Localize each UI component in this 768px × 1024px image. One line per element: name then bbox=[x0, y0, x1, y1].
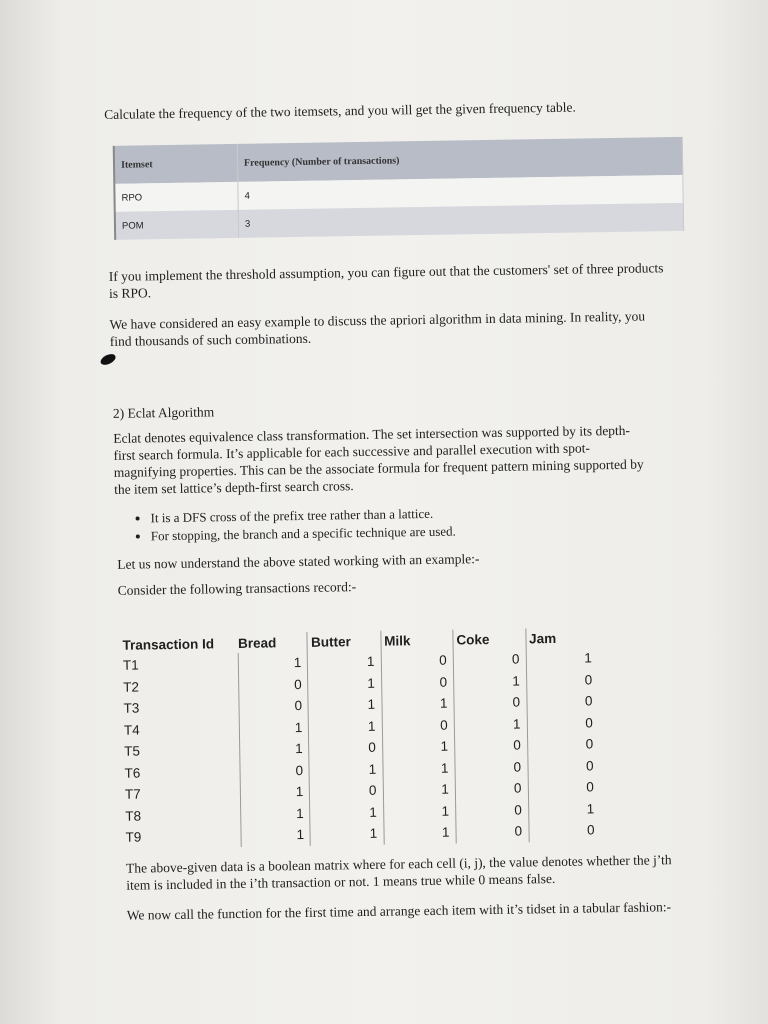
value-cell: 1 bbox=[453, 670, 526, 693]
value-cell: 1 bbox=[383, 800, 456, 823]
transactions-table bbox=[122, 627, 600, 848]
tidset-paragraph: We now call the function for the first time and arrange each item with it’s tidset in a tabular fashion:- bbox=[126, 899, 672, 923]
example-paragraph: Let us now understand the above stated working with an example:- bbox=[117, 551, 480, 572]
value-cell: 1 bbox=[241, 802, 311, 825]
value-cell: 1 bbox=[383, 779, 456, 802]
page-content bbox=[104, 91, 672, 923]
value-cell: 1 bbox=[308, 694, 381, 717]
header-jam: Jam bbox=[525, 627, 597, 648]
value-cell: 1 bbox=[381, 693, 454, 716]
matrix-paragraph: The above-given data is a boolean matrix where for each cell (i, j), the value denotes whether the j’th item is included in the i’th transaction or not. 1 means true while 0 means false. bbox=[125, 852, 672, 893]
value-cell: 1 bbox=[239, 716, 309, 739]
frequency-table bbox=[113, 137, 684, 240]
itemset-cell: RPO bbox=[114, 182, 238, 212]
value-cell: 0 bbox=[310, 780, 383, 803]
value-cell: 0 bbox=[455, 756, 528, 779]
value-cell: 1 bbox=[526, 647, 598, 670]
section-heading: 2) Eclat Algorithm bbox=[112, 404, 215, 421]
header-frequency: Frequency (Number of transactions) bbox=[237, 137, 683, 182]
value-cell: 1 bbox=[310, 823, 383, 846]
value-cell: 0 bbox=[526, 669, 598, 692]
transaction-id-cell: T8 bbox=[125, 808, 142, 824]
value-cell: 1 bbox=[238, 652, 308, 675]
transaction-id-cell: T5 bbox=[124, 743, 141, 760]
value-cell: 1 bbox=[240, 738, 310, 761]
apriori-paragraph: We have considered an easy example to discuss the apriori algorithm in data mining. In reality, you find thousands of such combinations. bbox=[109, 308, 646, 349]
transaction-id-cell: T6 bbox=[124, 765, 141, 781]
value-cell: 0 bbox=[527, 733, 599, 756]
value-cell: 0 bbox=[238, 673, 308, 696]
header-butter: Butter bbox=[307, 631, 380, 652]
value-cell: 0 bbox=[381, 650, 454, 673]
itemset-cell: POM bbox=[115, 210, 239, 240]
value-cell: 1 bbox=[310, 801, 383, 824]
threshold-paragraph: If you implement the threshold assumption, you can figure out that the customers' set of three products is RPO. bbox=[108, 260, 664, 301]
value-cell: 0 bbox=[455, 799, 528, 822]
transactions-intro: Consider the following transactions record:- bbox=[117, 579, 357, 598]
value-cell: 0 bbox=[309, 737, 382, 760]
header-coke: Coke bbox=[453, 628, 526, 649]
value-cell: 1 bbox=[309, 715, 382, 738]
value-cell: 0 bbox=[528, 776, 600, 799]
header-transaction-id: Transaction Id bbox=[122, 635, 215, 653]
value-cell: 0 bbox=[239, 695, 309, 718]
value-cell: 1 bbox=[528, 798, 600, 821]
transaction-id-cell: T1 bbox=[122, 657, 139, 674]
value-cell: 0 bbox=[453, 648, 526, 671]
value-cell: 0 bbox=[526, 690, 598, 713]
header-itemset: Itemset bbox=[114, 144, 238, 184]
transaction-id-cell: T3 bbox=[123, 700, 140, 717]
intro-paragraph: Calculate the frequency of the two itemsets, and you will get the given frequency table. bbox=[104, 99, 576, 122]
list-item: • It is a DFS cross of the prefix tree rather than a lattice. bbox=[150, 505, 455, 528]
bullet-list bbox=[128, 505, 456, 546]
value-cell: 1 bbox=[308, 651, 381, 674]
transaction-id-cell: T2 bbox=[123, 679, 140, 695]
value-cell: 0 bbox=[240, 759, 310, 782]
value-cell: 0 bbox=[456, 820, 529, 843]
frequency-cell: 3 bbox=[238, 203, 683, 238]
value-cell: 0 bbox=[455, 777, 528, 800]
list-item: • For stopping, the branch and a specific technique are used. bbox=[151, 523, 456, 546]
value-cell: 0 bbox=[382, 714, 455, 737]
value-cell: 0 bbox=[381, 671, 454, 694]
value-cell: 0 bbox=[454, 734, 527, 757]
value-cell: 1 bbox=[241, 824, 311, 847]
value-cell: 1 bbox=[382, 736, 455, 759]
transaction-id-cell: T7 bbox=[124, 786, 141, 803]
transaction-id-cell: T4 bbox=[123, 722, 140, 738]
frequency-cell: 4 bbox=[238, 175, 683, 210]
value-cell: 1 bbox=[240, 781, 310, 804]
value-cell: 1 bbox=[454, 713, 527, 736]
value-cell: 1 bbox=[382, 757, 455, 780]
header-milk: Milk bbox=[380, 630, 453, 651]
value-cell: 0 bbox=[527, 712, 599, 735]
value-cell: 1 bbox=[308, 672, 381, 695]
transaction-id-cell: T9 bbox=[125, 829, 142, 846]
header-bread: Bread bbox=[237, 634, 277, 651]
value-cell: 1 bbox=[383, 822, 456, 845]
value-cell: 0 bbox=[527, 755, 599, 778]
value-cell: 0 bbox=[454, 691, 527, 714]
ink-blot bbox=[99, 352, 117, 367]
eclat-paragraph: Eclat denotes equivalence class transformation. The set intersection was supported by its depth-first search formula. It’s applicable for each successive and parallel execution with spot-magnifying properties. This can be the associate formula for frequent pattern mining supported by the item set lattice’s depth-first search cross. bbox=[113, 422, 644, 497]
value-cell: 1 bbox=[309, 758, 382, 781]
value-cell: 0 bbox=[528, 819, 600, 842]
